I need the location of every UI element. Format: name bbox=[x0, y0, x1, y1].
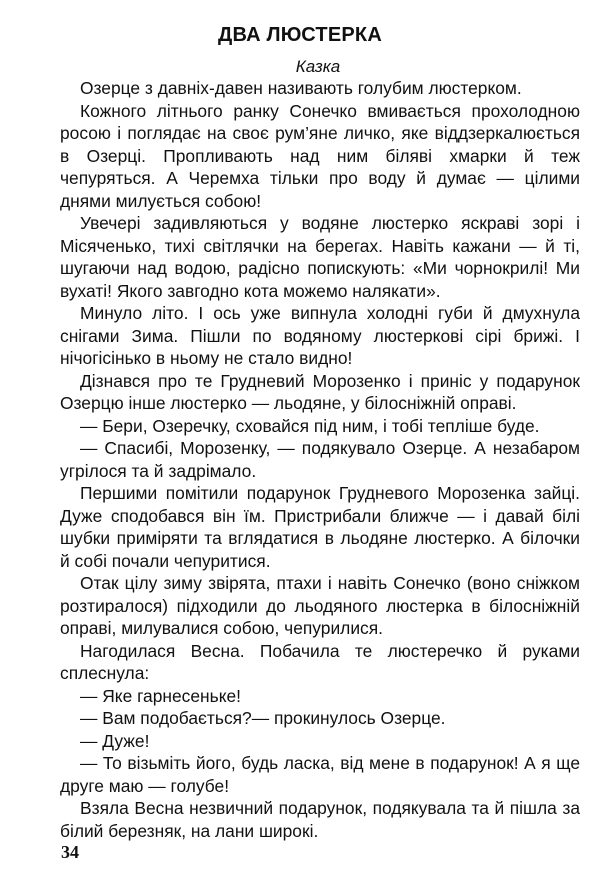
dialogue-line: — Бери, Озеречку, сховайся під ним, і тобі тепліше буде. bbox=[80, 415, 540, 436]
dialogue-line: — Яке гарнесеньке! bbox=[80, 685, 242, 706]
story-text bbox=[60, 77, 580, 842]
dialogue-line: — Вам подобається?— прокинулось Озерце. bbox=[80, 708, 446, 728]
page-number: 34 bbox=[61, 842, 79, 862]
paragraph: Дізнався про те Грудневий Морозенко і приніс у подарунок Озерцю інше люстерко — льодяне, у білосніжній оправі. bbox=[60, 370, 580, 413]
paragraph: Першими помітили подарунок Грудневого Морозенка зайці. Дуже сподобався він їм. Пристрибали ближче — і давай білі шубки приміряти та вглядатися в льодяне люстерко. А білочки й собі почали чепуритися. bbox=[60, 483, 580, 571]
paragraph: Минуло літо. І ось уже випнула холодні губи й дмухнула снігами Зима. Пішли по водяному люстеркові сірі брижі. І нічогісінько в ньому не стало видно! bbox=[60, 303, 580, 368]
paragraph: Нагодилася Весна. Побачила те люстеречко й руками сплеснула: bbox=[60, 640, 580, 683]
paragraph: Взяла Весна незвичний подарунок, подякувала та й пішла за білий березняк, на лани широкі. bbox=[60, 798, 580, 841]
paragraph: Кожного літнього ранку Сонечко вмивається прохолодною росою і поглядає на своє рум’яне личко, яке віддзеркалюється в Озерці. Пропливають над ним біляві хмарки й теж чепуряться. А Черемха тільки про воду й думає — цілими днями милується собою! bbox=[60, 100, 580, 211]
paragraph: Увечері задивляються у водяне люстерко яскраві зорі і Місяченько, тихі світлячки на берегах. Навіть кажани — й ті, шугаючи над водою, радісно попискують: «Ми чорнокрилі! Ми вухаті! Якого завгодно кота можемо налякати». bbox=[60, 213, 580, 301]
paragraph: Озерце з давніх-давен називають голубим люстерком. bbox=[80, 78, 522, 98]
dialogue-line: — То візьміть його, будь ласка, від мене в подарунок! А я ще друге маю — голубе! bbox=[60, 753, 580, 796]
dialogue-line: — Спасибі, Морозенку, — подякувало Озерце. А незабаром угрілося та й задрімало. bbox=[60, 438, 580, 481]
dialogue-line: — Дуже! bbox=[80, 730, 150, 751]
story-title: ДВА ЛЮСТЕРКА bbox=[218, 24, 382, 46]
paragraph: Отак цілу зиму звірята, птахи і навіть Сонечко (воно сніжком розтиралося) підходили до льодяного люстерка в білосніжній оправі, милувалися собою, чепурилися. bbox=[60, 573, 580, 638]
story-genre-subtitle: Казка bbox=[295, 57, 341, 76]
